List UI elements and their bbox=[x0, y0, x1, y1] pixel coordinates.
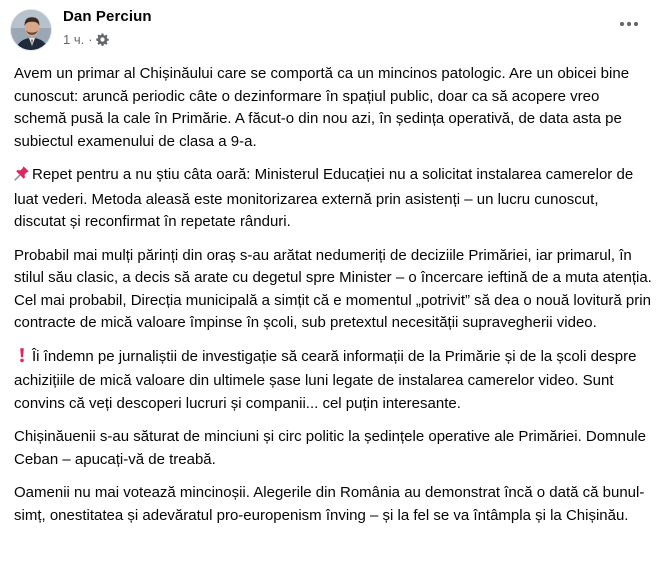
post-paragraph-2-text: Repet pentru a nu știu câta oară: Ministerul Educației nu a solicitat instalarea camerelor de luat vederi. Metoda aleasă este monitorizarea externă prin asistenți – un lucru cunoscut, discutat și reconfirmat în repetate rânduri. bbox=[14, 166, 634, 230]
post-paragraph-5: Chișinăuenii s-au săturat de minciuni și circ politic la ședințele operative ale Primăriei. Domnule Ceban – apucați-vă de treabă. bbox=[14, 428, 646, 468]
post-meta bbox=[63, 32, 109, 47]
avatar[interactable] bbox=[10, 9, 52, 51]
post-body bbox=[14, 63, 652, 538]
post-paragraph-3: Probabil mai mulți părinți din oraș s-au arătat nedumeriți de deciziile Primăriei, iar primarul, în stilul său clasic, a decis să arate cu degetul spre Minister – o încercare ieftină de a muta atenția. Cel mai probabil, Direcția municipală a simțit că e momentul „potrivit” să dea o nouă lovitură prin contracte de mică valoare împinse în școli, sub pretextul necesității supravegherii video. bbox=[14, 246, 652, 331]
post-paragraph-4 bbox=[14, 346, 652, 416]
more-dots-icon bbox=[619, 21, 639, 27]
post-paragraph-4-text: Îi îndemn pe jurnaliștii de investigație să ceară informații de la Primărie și de la școli despre achizițiile de mică valoare din ultimele șase luni legate de instalarea camerelor video. Sunt convins că veți descoperi lucruri și companii... cel puțin interesante. bbox=[14, 347, 637, 412]
post-paragraph-1: Avem un primar al Chișinăului care se comportă ca un mincinos patologic. Are un obicei bine cunoscut: aruncă periodic câte o dezinformare în spațiul public, doar ca să acopere vreo schemă pusă la cale în Primărie. A făcut-o din nou azi, în ședința operativă, de data asta pe subiectul examenului de clasa a 9-a. bbox=[14, 65, 630, 150]
exclamation-icon bbox=[14, 347, 32, 371]
post-paragraph-6: Oamenii nu mai votează mincinoșii. Alegerile din România au demonstrat încă o dată că bunul-simț, onestitatea și adevăratul pro-europenism înving – și la fel se va întâmpla și la Chișinău. bbox=[14, 484, 645, 524]
post-timestamp[interactable]: 1 ч. bbox=[63, 32, 85, 47]
post-paragraph-2 bbox=[14, 164, 652, 234]
profile-photo bbox=[11, 10, 52, 51]
gear-icon[interactable] bbox=[96, 33, 109, 46]
more-options-button[interactable] bbox=[616, 14, 642, 34]
meta-separator: · bbox=[88, 32, 93, 47]
author-name[interactable]: Dan Perciun bbox=[63, 8, 152, 25]
pushpin-icon bbox=[14, 165, 32, 189]
